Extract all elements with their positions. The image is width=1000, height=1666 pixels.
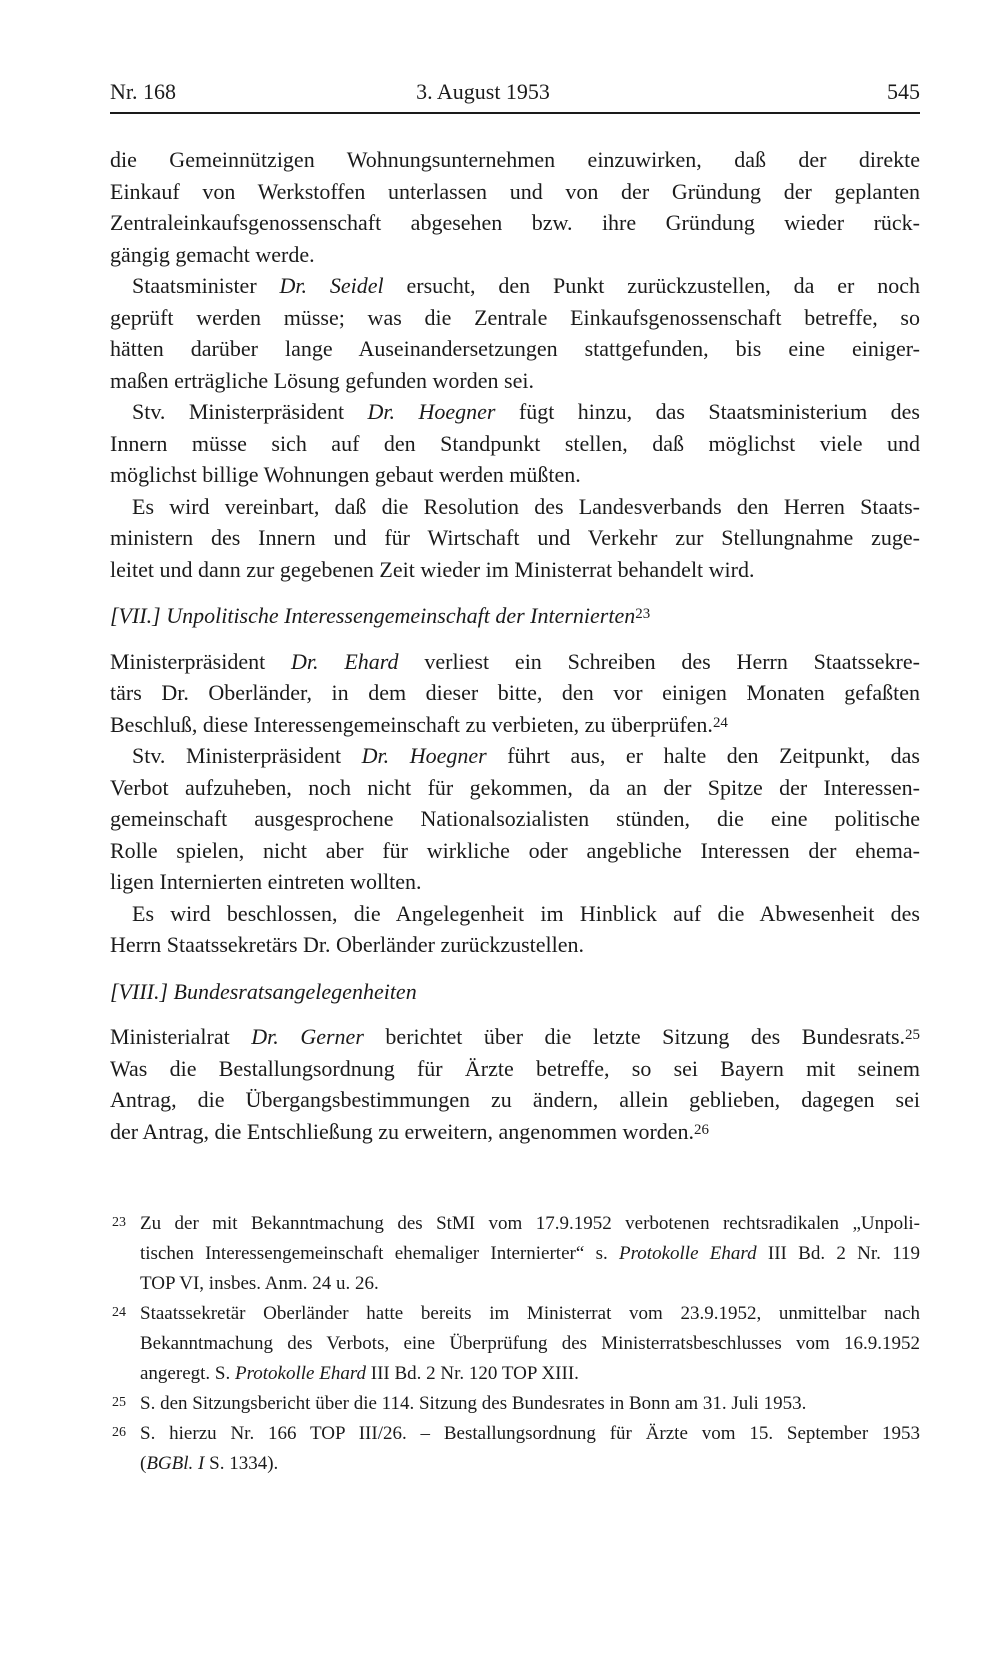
text-run: S. hierzu Nr. 166 TOP III/26. – Bestallungsordnung für Ärzte vom 15. September 1953 xyxy=(140,1423,920,1444)
text-run: tischen Interessengemeinschaft ehemaliger Internierter“ s. xyxy=(140,1243,620,1264)
body-paragraph xyxy=(110,491,920,586)
text-run: ministern des Innern und für Wirtschaft und Verkehr zur Stellungnahme zuge- xyxy=(110,525,920,550)
text-line xyxy=(140,1419,920,1449)
text-line xyxy=(110,929,920,961)
text-run: geprüft werden müsse; was die Zentrale Einkaufsgenossenschaft betreffe, so xyxy=(110,304,920,330)
text-line xyxy=(110,1053,920,1085)
text-line xyxy=(110,740,920,772)
text-run: Antrag, die Übergangsbestimmungen zu ändern, allein geblieben, dagegen sei xyxy=(110,1087,920,1112)
text-line xyxy=(110,522,920,554)
text-line xyxy=(110,898,920,930)
body-paragraph xyxy=(110,144,920,270)
text-line xyxy=(110,772,920,804)
section-heading xyxy=(110,976,920,1008)
footnote-reference: 23 xyxy=(635,605,651,622)
footnote-item xyxy=(110,1419,920,1479)
text-run: Protokolle Ehard xyxy=(234,1363,367,1384)
text-run: ersucht, den Punkt zurückzustellen, da er noch xyxy=(383,273,920,298)
document-body xyxy=(110,144,920,1147)
text-line xyxy=(110,428,920,460)
body-paragraph xyxy=(110,740,920,898)
text-run: Was die Bestallungsordnung für Ärzte betreffe, so sei Bayern mit seinem xyxy=(110,1055,920,1081)
text-line xyxy=(110,646,920,678)
text-run: ( xyxy=(140,1453,147,1474)
footnote-item xyxy=(110,1209,920,1299)
text-run: gängig gemacht werde. xyxy=(110,241,315,267)
text-run: Ministerialrat xyxy=(110,1024,252,1049)
text-line xyxy=(140,1359,920,1389)
text-run: Rolle spielen, nicht aber für wirkliche oder angebliche Interessen der ehema- xyxy=(110,837,920,863)
text-run: Beschluß, diese Interessengemeinschaft zu verbieten, zu überprüfen. xyxy=(110,711,713,737)
text-line xyxy=(110,459,920,491)
issue-number: Nr. 168 xyxy=(110,79,176,104)
text-run: Dr. Hoegner xyxy=(367,399,496,424)
text-line xyxy=(110,365,920,397)
text-run: Zu der mit Bekanntmachung des StMI vom 17.9.1952 verbotenen rechtsradikalen „Unpoli- xyxy=(140,1213,920,1234)
text-line xyxy=(110,1021,920,1053)
text-line xyxy=(140,1389,920,1419)
text-line xyxy=(140,1329,920,1359)
body-paragraph xyxy=(110,396,920,491)
text-line xyxy=(140,1239,920,1269)
text-line xyxy=(140,1269,920,1299)
text-line xyxy=(110,803,920,835)
text-run: leitet und dann zur gegebenen Zeit wieder im Ministerrat behandelt wird. xyxy=(110,556,755,582)
text-line xyxy=(110,709,920,741)
text-run: Staatsminister xyxy=(132,273,280,298)
text-line xyxy=(110,1084,920,1116)
text-line xyxy=(110,1116,920,1148)
footnote-number: 24 xyxy=(112,1305,126,1320)
page-header xyxy=(110,78,920,106)
text-run: Ministerpräsident xyxy=(110,648,292,674)
text-run: der Antrag, die Entschließung zu erweitern, angenommen worden. xyxy=(110,1118,695,1144)
text-run: verliest ein Schreiben des Herrn Staatssekre- xyxy=(398,648,920,674)
text-line xyxy=(110,239,920,271)
text-run: III Bd. 2 Nr. 120 TOP XIII. xyxy=(366,1363,579,1384)
text-line xyxy=(110,270,920,302)
text-run: möglichst billige Wohnungen gebaut werden müßten. xyxy=(110,462,581,487)
text-run: berichtet über die letzte Sitzung des Bundesrats. xyxy=(363,1024,906,1049)
text-run: S. 1334). xyxy=(204,1453,279,1474)
text-line xyxy=(110,976,920,1008)
text-run: fügt hinzu, das Staatsministerium des xyxy=(495,399,920,424)
text-run: Stv. Ministerpräsident xyxy=(132,399,368,424)
text-line xyxy=(110,835,920,867)
text-run: Innern müsse sich auf den Standpunkt stellen, daß möglichst viele und xyxy=(110,430,920,456)
body-paragraph xyxy=(110,646,920,741)
footnote-reference: 24 xyxy=(712,714,728,731)
footnote-number: 23 xyxy=(112,1215,126,1230)
text-run: Dr. Gerner xyxy=(251,1024,364,1049)
text-line xyxy=(140,1299,920,1329)
text-run: maßen erträgliche Lösung gefunden worden sei. xyxy=(110,367,534,393)
text-run: hätten darüber lange Auseinandersetzungen stattgefunden, bis eine einiger- xyxy=(110,336,920,361)
text-run: Stv. Ministerpräsident xyxy=(132,743,362,768)
footnote-item xyxy=(110,1389,920,1419)
text-run: TOP VI, insbes. Anm. 24 u. 26. xyxy=(140,1273,379,1294)
text-run: [VII.] Unpolitische Interessengemeinschaft der Internierten xyxy=(110,603,636,628)
text-run: Bekanntmachung des Verbots, eine Überprüfung des Ministerratsbeschlusses vom 16.9.1952 xyxy=(140,1333,920,1354)
text-line xyxy=(110,396,920,428)
body-paragraph xyxy=(110,1021,920,1147)
text-run: gemeinschaft ausgesprochene Nationalsozialisten stünden, die eine politische xyxy=(110,806,920,831)
text-run: III Bd. 2 Nr. 119 xyxy=(756,1243,920,1264)
text-run: Staatssekretär Oberländer hatte bereits im Ministerrat vom 23.9.1952, unmittelbar nach xyxy=(140,1303,920,1324)
footnotes xyxy=(110,1209,920,1479)
text-line xyxy=(110,207,920,239)
text-run: ligen Internierten eintreten wollten. xyxy=(110,869,422,894)
text-run: Einkauf von Werkstoffen unterlassen und von der Gründung der geplanten xyxy=(110,178,920,204)
header-rule xyxy=(110,112,920,114)
text-run: Dr. Seidel xyxy=(279,273,384,298)
footnote-number: 25 xyxy=(112,1395,126,1410)
text-run: Herrn Staatssekretärs Dr. Oberländer zurückzustellen. xyxy=(110,932,585,957)
footnote-number: 26 xyxy=(112,1425,126,1440)
text-run: Dr. Hoegner xyxy=(361,743,487,768)
body-paragraph xyxy=(110,898,920,961)
footnote-reference: 25 xyxy=(905,1026,920,1043)
page-number: 545 xyxy=(887,79,921,104)
text-run: [VIII.] Bundesratsangelegenheiten xyxy=(110,978,417,1004)
text-run: Es wird vereinbart, daß die Resolution des Landesverbands den Herren Staats- xyxy=(132,493,920,519)
text-run: BGBl. I xyxy=(146,1453,205,1474)
text-line xyxy=(110,302,920,334)
text-line xyxy=(110,333,920,365)
text-run: Es wird beschlossen, die Angelegenheit im Hinblick auf die Abwesenheit des xyxy=(132,900,920,926)
text-run: S. den Sitzungsbericht über die 114. Sitzung des Bundesrates in Bonn am 31. Juli 1953. xyxy=(140,1393,807,1414)
text-line xyxy=(110,600,920,632)
header-date: 3. August 1953 xyxy=(416,79,550,104)
text-line xyxy=(110,554,920,586)
footnote-item xyxy=(110,1299,920,1389)
text-line xyxy=(110,677,920,709)
text-line xyxy=(110,144,920,176)
text-line xyxy=(140,1209,920,1239)
text-line xyxy=(140,1449,920,1479)
text-line xyxy=(110,866,920,898)
text-line xyxy=(110,176,920,208)
text-run: Protokolle Ehard xyxy=(619,1243,757,1264)
text-run: die Gemeinnützigen Wohnungsunternehmen einzuwirken, daß der direkte xyxy=(110,147,920,172)
text-line xyxy=(110,491,920,523)
text-run: Dr. Ehard xyxy=(291,648,399,674)
section-heading xyxy=(110,600,920,632)
body-paragraph xyxy=(110,270,920,396)
text-run: Zentraleinkaufsgenossenschaft abgesehen bzw. ihre Gründung wieder rück- xyxy=(110,210,920,235)
text-run: tärs Dr. Oberländer, in dem dieser bitte, den vor einigen Monaten gefaßten xyxy=(110,680,920,705)
footnote-reference: 26 xyxy=(694,1121,709,1138)
text-run: Verbot aufzuheben, noch nicht für gekommen, da an der Spitze der Interessen- xyxy=(110,774,920,800)
text-run: angeregt. S. xyxy=(140,1363,235,1384)
text-run: führt aus, er halte den Zeitpunkt, das xyxy=(486,743,920,768)
